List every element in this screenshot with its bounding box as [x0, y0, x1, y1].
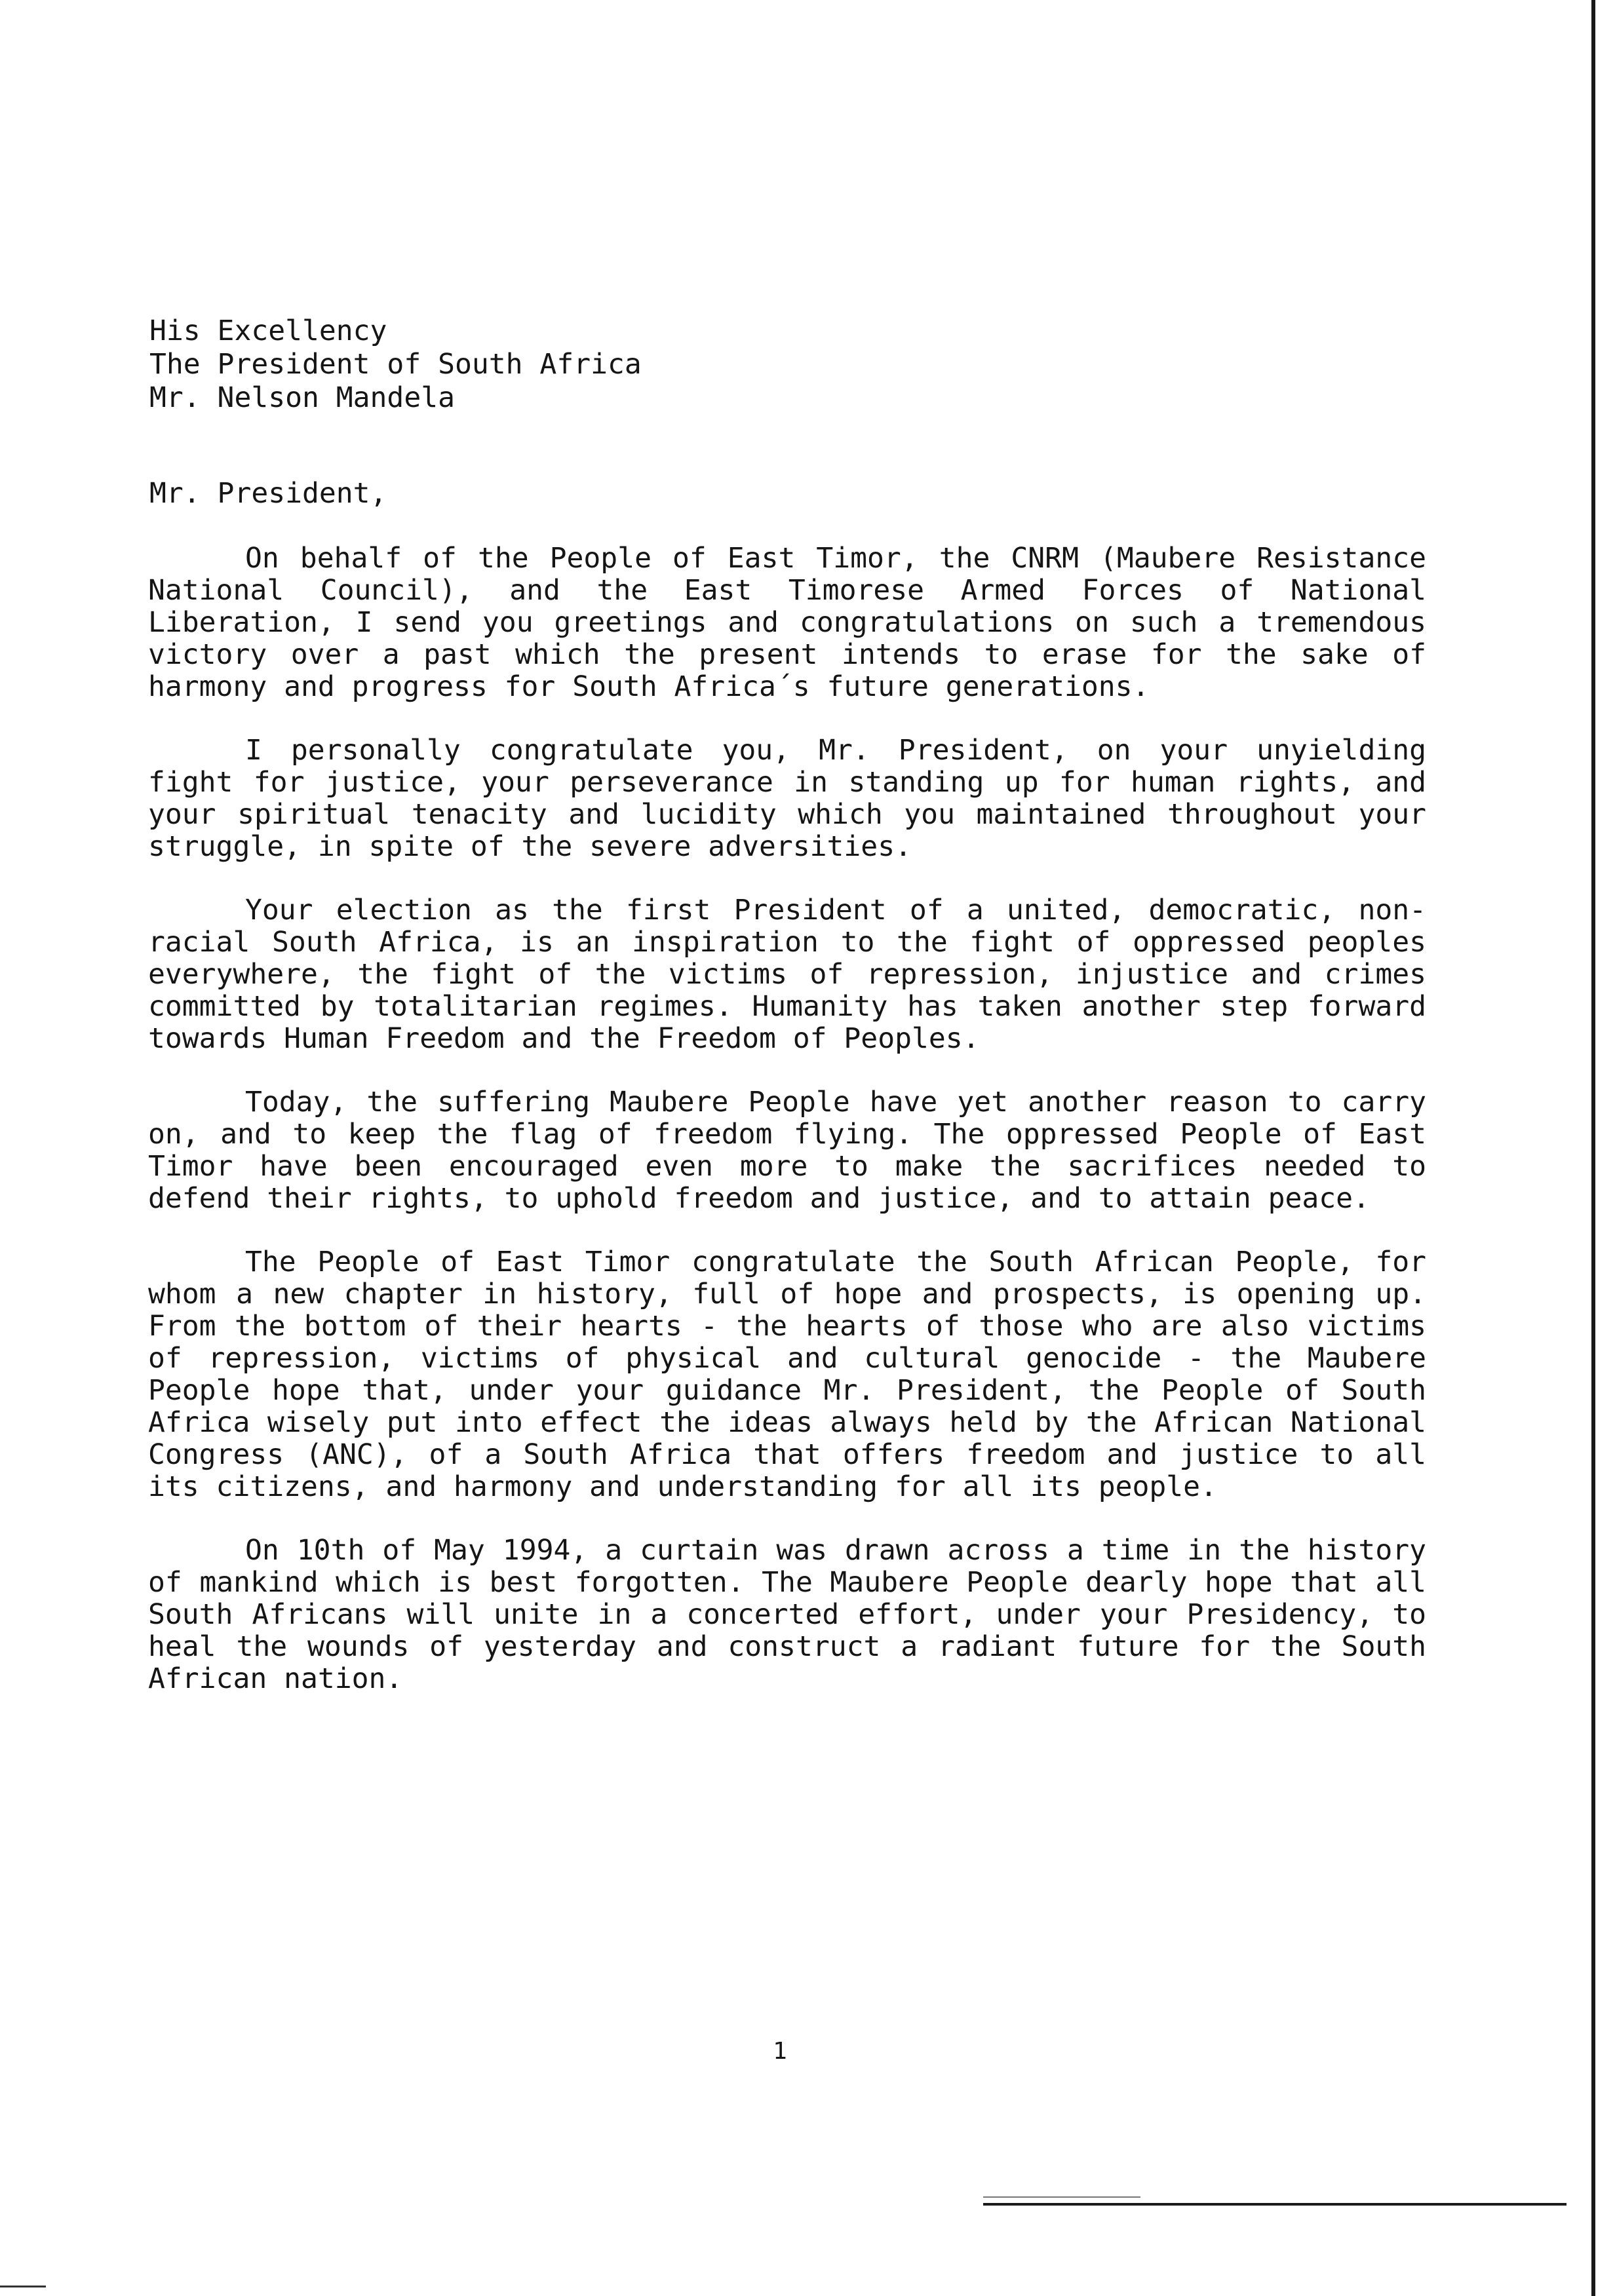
address-line-3: Mr. Nelson Mandela [149, 381, 455, 414]
paragraph-4: Today, the suffering Maubere People have yet another reason to carry on, and to keep the flag of freedom flying. The oppressed People of East Timor have been encouraged even more to make the sacrifices needed to defend their rights, to uphold freedom and justice, and to attain peace. [148, 1086, 1426, 1215]
recipient-address [149, 315, 1067, 415]
scan-edge-line [1591, 0, 1595, 2296]
footer-rule-faint [983, 2196, 1140, 2198]
paragraph-5: The People of East Timor congratulate the South African People, for whom a new chapter in history, full of hope and prospects, is opening up. From the bottom of their hearts - the hearts of those who are also victims of repression, victims of physical and cultural genocide - the Maubere People hope that, under your guidance Mr. President, the People of South Africa wisely put into effect the ideas always held by the African National Congress (ANC), of a South Africa that offers freedom and justice to all its citizens, and harmony and understanding for all its people. [148, 1246, 1426, 1503]
address-line-1: His Excellency [149, 315, 387, 347]
page-number: 1 [773, 2038, 787, 2065]
paragraph-2: I personally congratulate you, Mr. President, on your unyielding fight for justice, your perseverance in standing up for human rights, and your spiritual tenacity and lucidity which you maintained throughout your struggle, in spite of the severe adversities. [148, 734, 1426, 863]
salutation: Mr. President, [149, 477, 387, 510]
letter-body [148, 543, 1426, 1727]
scan-corner-mark [0, 2286, 46, 2287]
footer-rule [983, 2203, 1566, 2206]
address-line-2: The President of South Africa [149, 348, 642, 381]
paragraph-3: Your election as the first President of a united, democratic, non-racial South Africa, is an inspiration to the fight of oppressed peoples everywhere, the fight of the victims of repression, injustice and crimes committed by totalitarian regimes. Humanity has taken another step forward towards Human Freedom and the Freedom of Peoples. [148, 894, 1426, 1055]
paragraph-6: On 10th of May 1994, a curtain was drawn across a time in the history of mankind which is best forgotten. The Maubere People dearly hope that all South Africans will unite in a concerted effort, under your Presidency, to heal the wounds of yesterday and construct a radiant future for the South African nation. [148, 1534, 1426, 1695]
paragraph-1: On behalf of the People of East Timor, the CNRM (Maubere Resistance National Council), and the East Timorese Armed Forces of National Liberation, I send you greetings and congratulations on such a tremendous victory over a past which the present intends to erase for the sake of harmony and progress for South Africa´s future generations. [148, 542, 1426, 703]
